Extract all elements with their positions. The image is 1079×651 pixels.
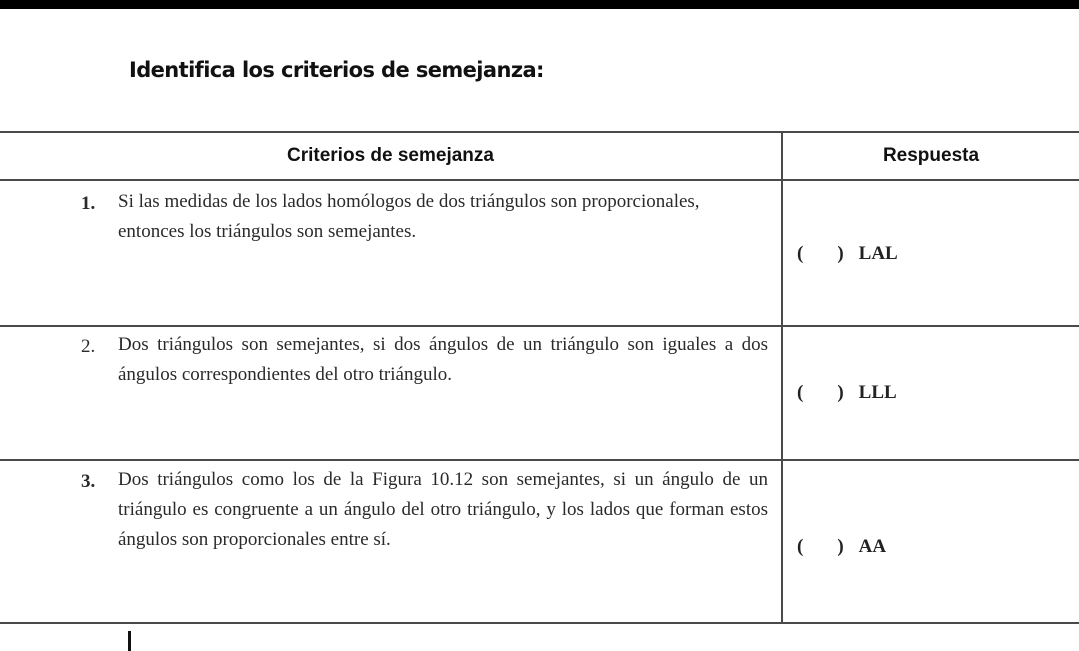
row-answer [797,536,886,558]
answer-code: LAL [858,243,898,264]
answer-paren-close: ) [837,536,844,557]
answer-paren-open: ( [797,536,804,557]
row-criterion-text: Dos triángulos son semejantes, si dos ángulos de un triángulo son iguales a dos ángulos correspondientes del otro triángulo. [118,334,768,385]
row-criterion-text: Si las medidas de los lados homólogos de dos triángulos son proporcionales, entonces los triángulos son semejantes. [118,191,700,242]
top-border-bar [0,0,1079,9]
answer-paren-close: ) [837,243,844,264]
row-divider-1 [0,325,1079,327]
answer-paren-close: ) [837,382,844,403]
row-divider-2 [0,459,1079,461]
answer-code: LLL [858,382,897,403]
header-criteria: Criterios de semejanza [287,144,494,166]
answer-paren-open: ( [797,382,804,403]
answer-code: AA [858,536,887,557]
text-cursor-mark [128,631,131,651]
row-answer [797,243,898,265]
row-criterion-text: Dos triángulos como los de la Figura 10.12 son semejantes, si un ángulo de un triángulo es congruente a un ángulo del otro triángulo, y los lados que forman estos ángulos son proporcionales entre sí. [118,469,768,550]
table-header-divider [0,179,1079,181]
header-answer: Respuesta [882,144,980,166]
table-border-bottom [0,622,1079,624]
row-number: 1. [81,193,96,214]
row-number: 3. [81,471,96,492]
answer-paren-open: ( [797,243,804,264]
row-number: 2. [81,336,96,357]
worksheet-heading: Identifica los criterios de semejanza: [129,58,544,82]
row-answer [797,382,897,404]
column-divider [781,131,783,624]
